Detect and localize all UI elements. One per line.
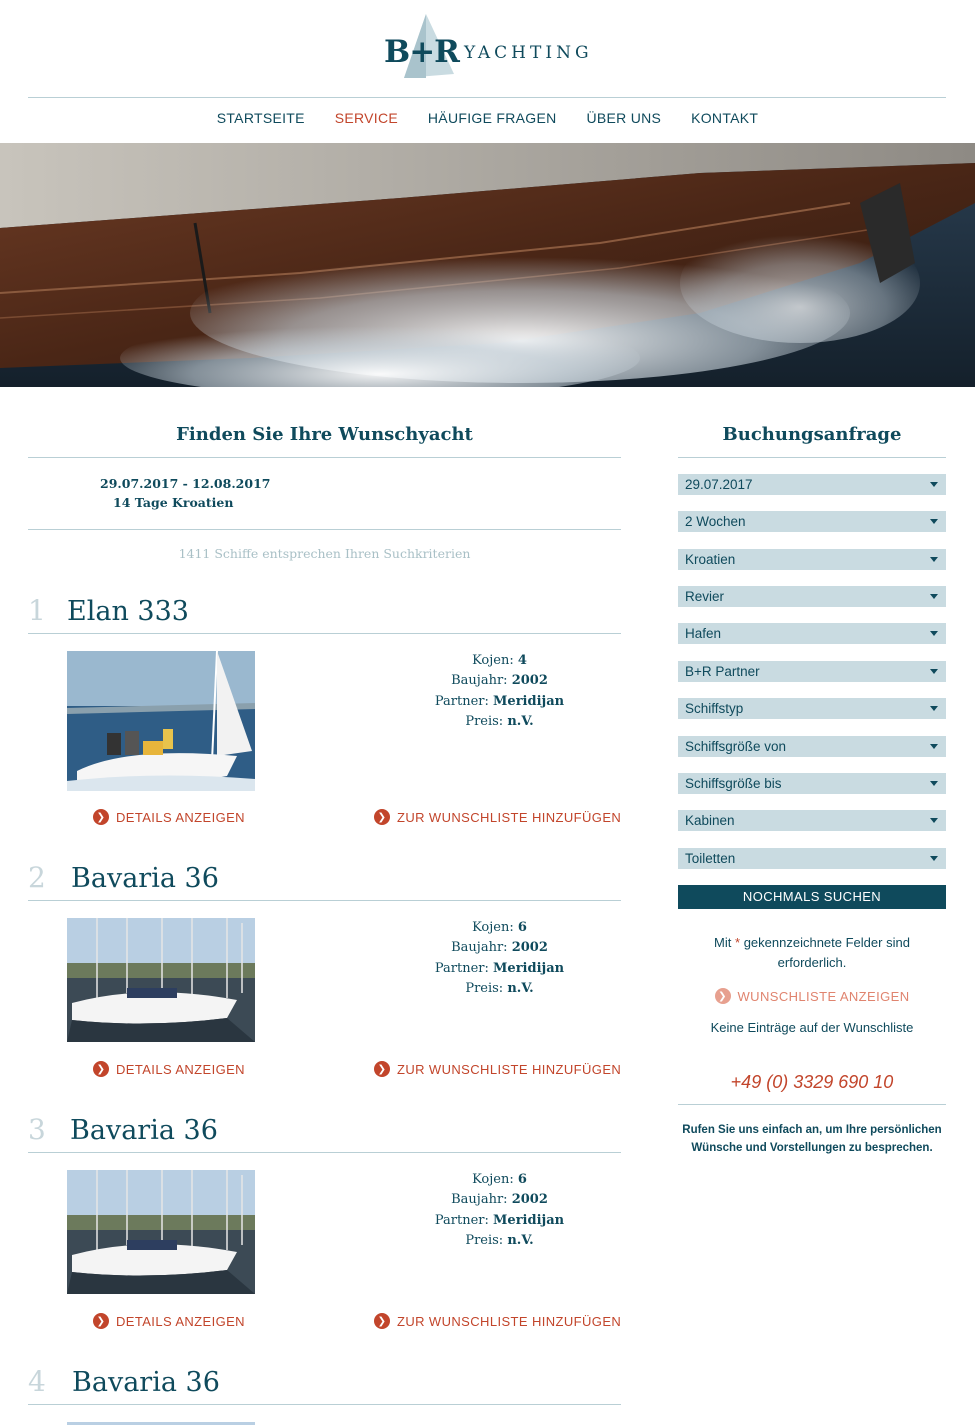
chevron-down-icon bbox=[930, 557, 938, 562]
yacht-specs bbox=[371, 918, 628, 999]
select-cabins[interactable] bbox=[678, 810, 946, 831]
required-note-text: gekennzeichnete Felder sind erforderlich. bbox=[743, 935, 910, 970]
yacht-specs bbox=[371, 651, 628, 732]
yacht-photo[interactable] bbox=[67, 918, 255, 1042]
select-country-value: Kroatien bbox=[685, 552, 736, 567]
search-duration-region: 14 Tage Kroatien bbox=[113, 495, 234, 510]
results-title-divider bbox=[28, 457, 621, 458]
yacht-header bbox=[28, 1363, 621, 1405]
spec-berths: 6 bbox=[517, 920, 527, 935]
yacht-name[interactable]: Bavaria 36 bbox=[70, 1115, 218, 1146]
select-region-value: Revier bbox=[685, 589, 725, 604]
yacht-card bbox=[28, 592, 621, 832]
spec-year: 2002 bbox=[511, 673, 548, 689]
spec-partner: Meridijan bbox=[493, 1212, 565, 1228]
yacht-number: 3 bbox=[28, 1113, 46, 1146]
search-summary bbox=[100, 476, 270, 510]
select-partner[interactable] bbox=[678, 661, 946, 682]
yacht-photo-image bbox=[67, 918, 255, 1042]
search-again-button[interactable]: NOCHMALS SUCHEN bbox=[678, 885, 946, 909]
chevron-down-icon bbox=[930, 856, 938, 861]
spec-price: n.V. bbox=[507, 713, 534, 729]
spec-label-price: Preis: bbox=[465, 980, 504, 996]
call-us-note: Rufen Sie uns einfach an, um Ihre persönlichen Wünsche und Vorstellungen zu besprechen. bbox=[682, 1124, 942, 1154]
details-link[interactable] bbox=[93, 1061, 245, 1077]
spec-berths: 6 bbox=[517, 1172, 527, 1187]
add-to-wishlist-label: ZUR WUNSCHLISTE HINZUFÜGEN bbox=[397, 809, 622, 825]
yacht-name[interactable]: Bavaria 36 bbox=[72, 1367, 220, 1398]
chevron-down-icon bbox=[930, 781, 938, 786]
wishlist-empty-message: Keine Einträge auf der Wunschliste bbox=[710, 1020, 914, 1035]
chevron-down-icon bbox=[930, 519, 938, 524]
select-harbor-value: Hafen bbox=[685, 626, 722, 641]
select-duration-value: 2 Wochen bbox=[685, 514, 746, 529]
select-size-to-value: Schiffsgröße bis bbox=[685, 776, 782, 791]
results-title: Finden Sie Ihre Wunschyacht bbox=[176, 424, 473, 445]
phone-divider bbox=[678, 1104, 946, 1105]
show-wishlist-link[interactable] bbox=[678, 988, 946, 1004]
show-wishlist-label: WUNSCHLISTE ANZEIGEN bbox=[737, 988, 910, 1004]
spec-label-partner: Partner: bbox=[434, 960, 489, 976]
spec-year: 2002 bbox=[511, 1192, 548, 1208]
details-link[interactable] bbox=[93, 1313, 245, 1329]
spec-berths: 4 bbox=[517, 653, 527, 668]
booking-request-title: Buchungsanfrage bbox=[722, 424, 902, 445]
yacht-card bbox=[28, 1111, 621, 1336]
chevron-down-icon bbox=[930, 631, 938, 636]
select-country[interactable] bbox=[678, 549, 946, 570]
yacht-header bbox=[28, 859, 621, 901]
spec-label-price: Preis: bbox=[465, 713, 504, 729]
chevron-right-icon: ❯ bbox=[374, 1313, 390, 1329]
details-link[interactable] bbox=[93, 809, 245, 825]
select-partner-value: B+R Partner bbox=[685, 664, 760, 679]
hero-image bbox=[0, 143, 975, 387]
phone-number[interactable]: +49 (0) 3329 690 10 bbox=[730, 1072, 894, 1092]
hero-yacht-illustration bbox=[0, 143, 975, 387]
spec-label-year: Baujahr: bbox=[451, 1192, 508, 1208]
spec-label-year: Baujahr: bbox=[451, 673, 508, 689]
main-navigation bbox=[0, 110, 975, 126]
required-star: * bbox=[735, 935, 741, 950]
spec-label-berths: Kojen: bbox=[472, 653, 514, 668]
yacht-card bbox=[28, 1363, 621, 1425]
add-to-wishlist-label: ZUR WUNSCHLISTE HINZUFÜGEN bbox=[397, 1313, 622, 1329]
search-date-range: 29.07.2017 - 12.08.2017 bbox=[100, 476, 271, 491]
search-summary-divider bbox=[28, 529, 621, 530]
select-toilets[interactable] bbox=[678, 848, 946, 869]
spec-price: n.V. bbox=[507, 980, 534, 996]
select-duration[interactable] bbox=[678, 511, 946, 532]
nav-item-service[interactable]: SERVICE bbox=[334, 110, 398, 126]
select-region[interactable] bbox=[678, 586, 946, 607]
header-divider bbox=[28, 97, 946, 98]
add-to-wishlist-link[interactable] bbox=[374, 1313, 621, 1329]
chevron-right-icon: ❯ bbox=[93, 809, 109, 825]
add-to-wishlist-label: ZUR WUNSCHLISTE HINZUFÜGEN bbox=[397, 1061, 622, 1077]
add-to-wishlist-link[interactable] bbox=[374, 809, 621, 825]
select-ship-type[interactable] bbox=[678, 698, 946, 719]
chevron-down-icon bbox=[930, 818, 938, 823]
select-toilets-value: Toiletten bbox=[685, 851, 736, 866]
spec-label-berths: Kojen: bbox=[472, 1172, 514, 1187]
result-count: 1411 Schiffe entsprechen Ihren Suchkriterien bbox=[178, 546, 471, 561]
yacht-card bbox=[28, 859, 621, 1084]
chevron-down-icon bbox=[930, 744, 938, 749]
required-fields-note bbox=[678, 933, 946, 973]
details-label: DETAILS ANZEIGEN bbox=[116, 1061, 245, 1077]
nav-item-startseite[interactable]: STARTSEITE bbox=[216, 110, 305, 126]
required-note-text: Mit bbox=[714, 935, 732, 950]
spec-year: 2002 bbox=[511, 940, 548, 956]
yacht-name[interactable]: Elan 333 bbox=[67, 596, 189, 627]
yacht-photo[interactable] bbox=[67, 651, 255, 791]
select-ship-type-value: Schiffstyp bbox=[685, 701, 744, 716]
chevron-right-icon: ❯ bbox=[93, 1061, 109, 1077]
chevron-down-icon bbox=[930, 594, 938, 599]
yacht-photo[interactable] bbox=[67, 1170, 255, 1294]
spec-partner: Meridijan bbox=[493, 693, 565, 709]
spec-label-partner: Partner: bbox=[434, 1212, 489, 1228]
brand-name: YACHTING bbox=[464, 43, 593, 63]
yacht-number: 1 bbox=[28, 594, 46, 627]
nav-item-haeufige-fragen[interactable]: HÄUFIGE FRAGEN bbox=[427, 110, 557, 126]
yacht-number: 2 bbox=[28, 861, 46, 894]
yacht-specs bbox=[371, 1170, 628, 1251]
spec-label-price: Preis: bbox=[465, 1232, 504, 1248]
chevron-down-icon bbox=[930, 706, 938, 711]
site-header bbox=[0, 0, 975, 143]
chevron-right-icon: ❯ bbox=[374, 1061, 390, 1077]
chevron-down-icon bbox=[930, 482, 938, 487]
spec-label-partner: Partner: bbox=[434, 693, 489, 709]
brand-mark: B+R bbox=[384, 34, 459, 70]
details-label: DETAILS ANZEIGEN bbox=[116, 809, 245, 825]
select-start-date-value: 29.07.2017 bbox=[685, 477, 753, 492]
spec-label-berths: Kojen: bbox=[472, 920, 514, 935]
chevron-right-icon: ❯ bbox=[93, 1313, 109, 1329]
yacht-photo-image bbox=[67, 1170, 255, 1294]
add-to-wishlist-link[interactable] bbox=[374, 1061, 621, 1077]
nav-item-kontakt[interactable]: KONTAKT bbox=[691, 110, 759, 126]
brand-logo[interactable] bbox=[382, 12, 602, 84]
select-cabins-value: Kabinen bbox=[685, 813, 735, 828]
spec-label-year: Baujahr: bbox=[451, 940, 508, 956]
spec-price: n.V. bbox=[507, 1232, 534, 1248]
yacht-header bbox=[28, 1111, 621, 1153]
select-size-from[interactable] bbox=[678, 736, 946, 757]
chevron-right-icon: ❯ bbox=[374, 809, 390, 825]
details-label: DETAILS ANZEIGEN bbox=[116, 1313, 245, 1329]
booking-title-divider bbox=[678, 457, 946, 458]
yacht-photo-image bbox=[67, 651, 255, 791]
chevron-down-icon bbox=[930, 669, 938, 674]
chevron-right-icon: ❯ bbox=[715, 988, 731, 1004]
select-size-to[interactable] bbox=[678, 773, 946, 794]
nav-item-ueber-uns[interactable]: ÜBER UNS bbox=[586, 110, 662, 126]
yacht-number: 4 bbox=[28, 1365, 46, 1398]
select-size-from-value: Schiffsgröße von bbox=[685, 739, 787, 754]
spec-partner: Meridijan bbox=[493, 960, 565, 976]
yacht-name[interactable]: Bavaria 36 bbox=[71, 863, 219, 894]
yacht-header bbox=[28, 592, 621, 634]
select-start-date[interactable] bbox=[678, 474, 946, 495]
select-harbor[interactable] bbox=[678, 623, 946, 644]
